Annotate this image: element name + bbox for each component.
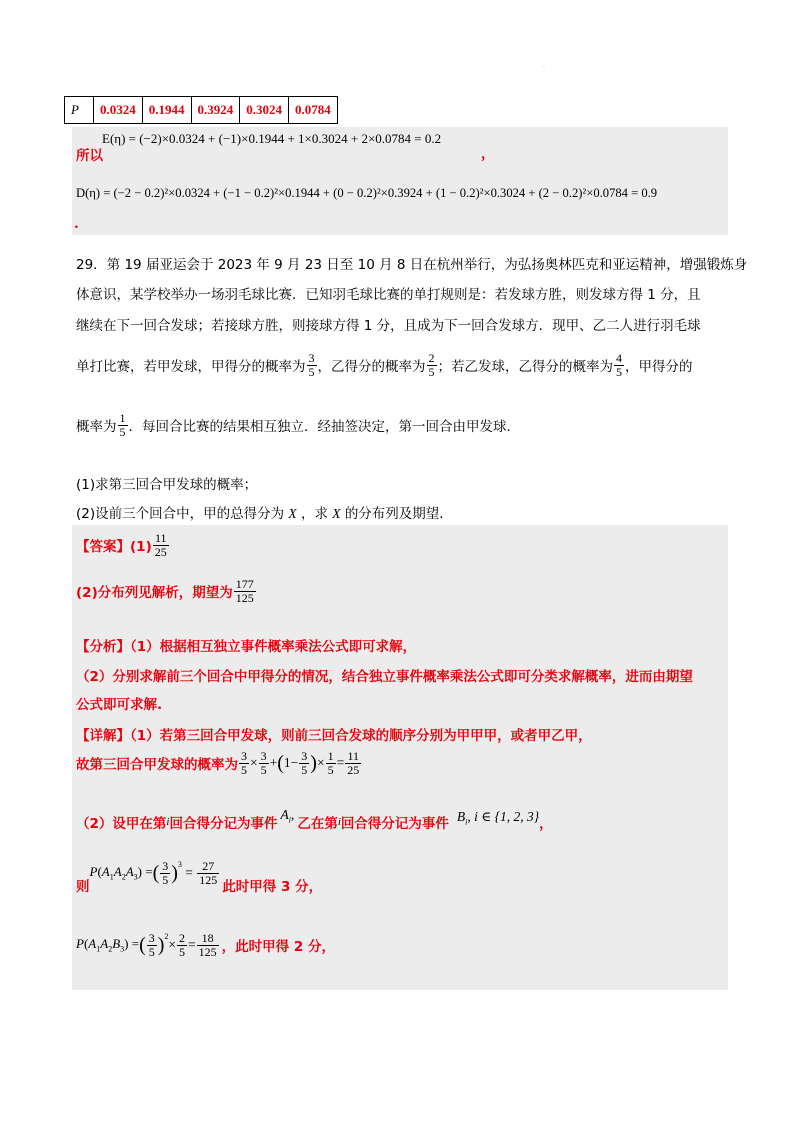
variable-i: i	[337, 816, 341, 828]
problem-line: 继续在下一回合发球；若接球方胜，则接球方得 1 分，且成为下一回合发球方．现甲、乙二人进行羽毛球	[76, 318, 701, 334]
detail-text: 故第三回合甲发球的概率为	[76, 757, 238, 774]
fraction	[299, 750, 309, 776]
detail-text: 乙在第	[297, 816, 338, 832]
problem-text: ，乙得分的概率为	[317, 359, 426, 376]
numerator: 1	[327, 749, 334, 763]
index-set: i ∈ {1, 2, 3}	[474, 809, 540, 825]
denominator: 25	[347, 762, 360, 777]
detail-line	[76, 932, 335, 958]
numerator: 11	[154, 531, 167, 545]
detail-text: （1）若第三回合甲发球，则前三回合发球的顺序分别为甲甲甲，或者甲乙甲，	[130, 728, 592, 744]
fraction	[147, 932, 157, 958]
denominator: 5	[327, 762, 334, 777]
denominator: 5	[148, 944, 155, 959]
denominator: 5	[162, 872, 169, 887]
answer-label: 【答案】(1)	[76, 539, 152, 556]
fraction	[614, 352, 624, 378]
analysis-line: 公式即可求解.	[76, 697, 163, 713]
variable-x: X	[288, 506, 297, 521]
problem-line	[76, 352, 693, 378]
answer-line	[76, 532, 170, 558]
denominator: 5	[428, 364, 435, 379]
detail-line	[76, 859, 323, 896]
fraction	[153, 532, 169, 558]
so-label: 所以	[76, 148, 103, 164]
denominator: 125	[235, 590, 254, 605]
fraction	[307, 352, 317, 378]
table-row	[65, 97, 338, 124]
table-cell: 0.0784	[289, 97, 338, 124]
table-header-cell: P	[65, 97, 94, 124]
fraction	[427, 352, 437, 378]
numerator: 3	[301, 749, 308, 763]
question-text: 的分布列及期望．	[344, 506, 453, 522]
numerator: 3	[260, 749, 267, 763]
fraction	[118, 412, 128, 438]
variable-a: A	[280, 807, 289, 823]
analysis-line	[76, 635, 416, 655]
denominator: 5	[301, 762, 308, 777]
number: 1−	[283, 755, 299, 771]
problem-line: 29．第 19 届亚运会于 2023 年 9 月 23 日至 10 月 8 日在杭州举行，为弘扬奥林匹克和亚运精神，增强锻炼身	[76, 257, 748, 273]
numerator: 27	[202, 859, 215, 873]
paren: (	[139, 933, 146, 956]
table-cell: 0.3924	[191, 97, 240, 124]
operator: =	[336, 755, 345, 771]
problem-text: ．每回合比赛的结果相互独立．经抽签决定，第一回合由甲发球．	[128, 419, 520, 436]
operator: ×	[250, 755, 258, 771]
numerator: 3	[308, 351, 315, 365]
numerator: 1	[119, 411, 126, 425]
variable-i: i	[166, 816, 170, 828]
question-1: (1)求第三回合甲发球的概率；	[76, 477, 258, 493]
detail-text: 回合得分记为事件	[340, 816, 449, 832]
question-2	[76, 502, 453, 522]
paren: (	[152, 861, 160, 884]
numerator: 11	[347, 749, 359, 763]
page-mark: .	[543, 62, 545, 69]
exponent: 2	[164, 932, 169, 941]
fraction	[259, 750, 269, 776]
operator: =	[188, 937, 196, 953]
table-cell: 0.3024	[240, 97, 289, 124]
table-cell: 0.0324	[94, 97, 143, 124]
operator: +	[269, 755, 278, 771]
numerator: 3	[148, 931, 155, 945]
formula: $P(A_1A_2A_3)$ =	[89, 864, 153, 882]
detail-text: （2）设甲在第	[76, 816, 167, 832]
denominator: 5	[308, 364, 315, 379]
variance-formula: D(η) = (−2 − 0.2)²×0.0324 + (−1 − 0.2)²×0.1944 + (0 − 0.2)²×0.3924 + (1 − 0.2)²×0.3024 + (2 − 0.2)²×0.0784 = 0.9	[76, 186, 658, 200]
denominator: 5	[241, 762, 247, 777]
fraction	[197, 932, 219, 958]
detail-label: 【详解】	[76, 728, 130, 744]
denominator: 5	[616, 364, 622, 379]
analysis-line: （2）分别求解前三个回合中甲得分的情况，结合独立事件概率乘法公式即可分类求解概率，进而由期望	[76, 669, 693, 685]
detail-text: 则	[76, 879, 90, 896]
operator: ×	[316, 755, 325, 771]
fraction	[160, 860, 170, 886]
numerator: 4	[616, 351, 622, 365]
period: .	[74, 216, 79, 232]
paren: )	[157, 933, 165, 956]
problem-text: 单打比赛，若甲发球，甲得分的概率为	[76, 359, 306, 376]
event-a: $A_i$,	[280, 807, 295, 825]
expectation-formula: E(η) = (−2)×0.0324 + (−1)×0.1944 + 1×0.3024 + 2×0.0784 = 0.2	[102, 131, 442, 146]
fraction	[239, 750, 249, 776]
detail-text: 此时甲得 3 分，	[222, 879, 323, 896]
exponent: 3	[177, 860, 182, 869]
numerator: 3	[162, 859, 169, 873]
variable-x: X	[332, 506, 341, 521]
paren: )	[171, 861, 178, 884]
paren: (	[277, 751, 284, 774]
question-text: (2)设前三个回合中，甲的总得分为	[76, 506, 285, 522]
denominator: 5	[260, 762, 267, 777]
event-b: $B_i$, i ∈ {1, 2, 3}	[456, 809, 540, 827]
detail-line	[76, 807, 553, 832]
answer-line	[76, 578, 257, 604]
denominator: 125	[198, 944, 217, 959]
denominator: 5	[119, 424, 126, 439]
formula: $P(A_1A_2B_3)$ =	[76, 936, 140, 954]
detail-line	[76, 750, 362, 776]
operator: ×	[168, 937, 177, 953]
analysis-label: 【分析】	[76, 639, 130, 655]
numerator: 2	[428, 351, 435, 365]
problem-text: ；若乙发球，乙得分的概率为	[437, 359, 613, 376]
operator: =	[181, 865, 197, 881]
numerator: 177	[235, 577, 254, 591]
fraction	[234, 578, 256, 604]
comma: ，	[539, 816, 553, 832]
detail-text: ，此时甲得 2 分，	[221, 939, 335, 956]
probability-table	[64, 96, 338, 124]
fraction	[345, 750, 361, 776]
question-text: ，求	[300, 506, 328, 522]
detail-text: 回合得分记为事件	[169, 816, 278, 832]
paren: )	[310, 751, 317, 774]
analysis-text: （1）根据相互独立事件概率乘法公式即可求解，	[130, 639, 417, 655]
denominator: 125	[199, 872, 218, 887]
numerator: 2	[179, 931, 186, 945]
fraction	[177, 932, 187, 958]
comma: ，	[481, 146, 495, 162]
denominator: 25	[154, 544, 167, 559]
fraction	[197, 860, 219, 886]
detail-line	[76, 724, 592, 744]
problem-line: 体意识，某学校举办一场羽毛球比赛．已知羽毛球比赛的单打规则是：若发球方胜，则发球方得 1 分，且	[76, 287, 701, 303]
problem-line	[76, 412, 520, 438]
problem-text: 概率为	[76, 419, 117, 436]
problem-text: ，甲得分的	[625, 359, 693, 376]
fraction	[326, 750, 336, 776]
table-cell: 0.1944	[142, 97, 191, 124]
numerator: 3	[241, 749, 247, 763]
denominator: 5	[179, 944, 186, 959]
answer-text: (2)分布列见解析，期望为	[76, 585, 233, 602]
numerator: 18	[201, 931, 214, 945]
